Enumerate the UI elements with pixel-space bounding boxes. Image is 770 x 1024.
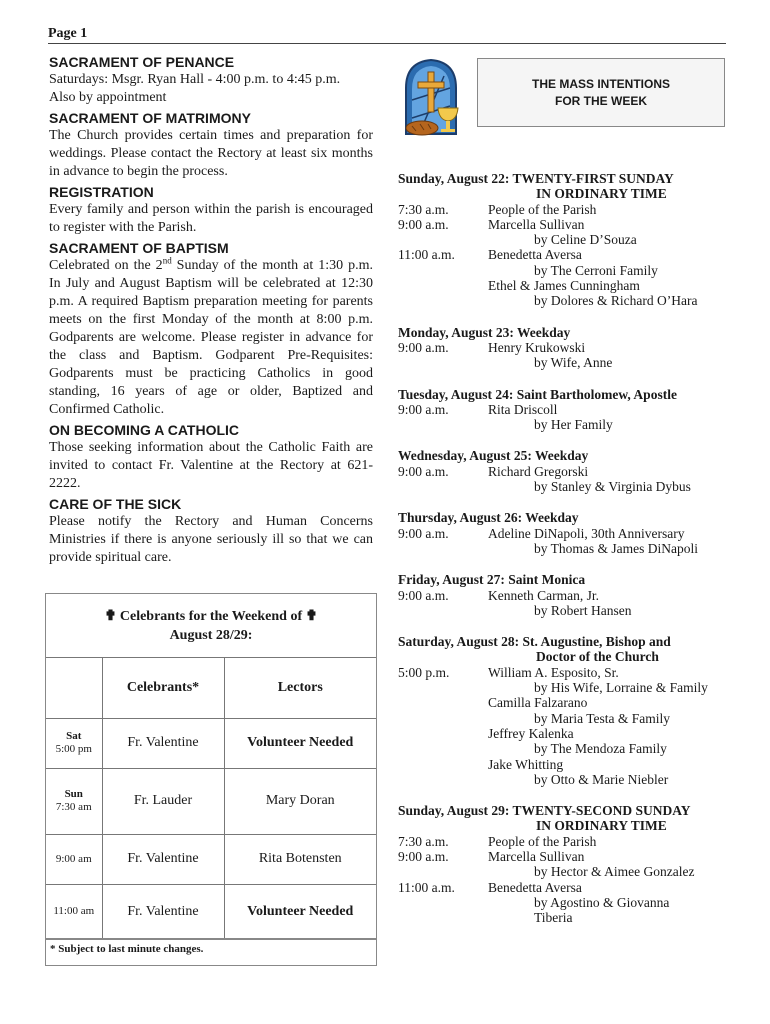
mass-time: 7:30 a.m.	[398, 201, 449, 217]
day-block	[398, 171, 728, 309]
section-matrimony	[49, 109, 373, 181]
intention-name: Richard Gregorski	[488, 463, 589, 479]
day-label: Sat	[66, 730, 82, 742]
day-title	[398, 572, 728, 587]
requested-by: by The Mendoza Family	[534, 741, 667, 757]
sacraments-column	[49, 51, 373, 567]
mass-time	[398, 757, 488, 772]
intention-name: Henry Krukowski	[488, 339, 586, 355]
intention-row	[398, 757, 728, 772]
mass-time: 9:00 a.m.	[398, 525, 449, 541]
section-care-of-sick	[49, 495, 373, 567]
changes-note: * Subject to last minute changes.	[45, 938, 377, 966]
requested-by: by Maria Testa & Family	[534, 710, 671, 726]
intention-name: Camilla Falzarano	[488, 695, 588, 711]
intention-row	[398, 402, 728, 417]
intention-name: Benedetta Aversa	[488, 247, 582, 263]
requested-by: by Her Family	[534, 417, 613, 433]
section-registration	[49, 183, 373, 237]
section-text: Every family and person within the parish is encouraged to register with the Parish.	[49, 202, 373, 235]
day-title-text: Friday, August 27: Saint Monica	[398, 572, 586, 588]
intention-name: Jake Whitting	[488, 756, 564, 772]
day-title-text: Sunday, August 22: TWENTY-FIRST SUNDAY	[398, 171, 674, 186]
intention-row	[398, 695, 728, 710]
intention-row	[398, 726, 728, 741]
time-label: 5:00 pm	[55, 743, 92, 755]
intention-row	[398, 849, 728, 864]
intention-name: Adeline DiNapoli, 30th Anniversary	[488, 525, 685, 541]
intention-row	[398, 588, 728, 603]
day-title-text: Wednesday, August 25: Weekday	[398, 448, 589, 464]
day-block	[398, 634, 728, 787]
day-block	[398, 325, 728, 371]
intention-name: Marcella Sullivan	[488, 848, 585, 864]
lector-cell: Volunteer Needed	[224, 884, 376, 939]
day-block	[398, 803, 728, 925]
section-title: SACRAMENT OF MATRIMONY	[49, 110, 251, 126]
table-cell	[46, 658, 102, 718]
requested-by: by Hector & Aimee Gonzalez	[534, 864, 695, 880]
intention-name: William A. Esposito, Sr.	[488, 664, 619, 680]
mass-time-cell	[46, 718, 102, 768]
section-title: SACRAMENT OF BAPTISM	[49, 240, 229, 256]
day-title	[398, 634, 728, 665]
baptism-text-a: Celebrated on the 2	[49, 258, 163, 273]
day-block	[398, 510, 728, 556]
page-number: Page 1	[48, 26, 88, 41]
day-title-continued: IN ORDINARY TIME	[536, 818, 667, 834]
mass-time: 9:00 a.m.	[398, 848, 449, 864]
time-label: 7:30 am	[55, 801, 92, 813]
section-baptism	[49, 239, 373, 419]
baptism-text-b: Sunday of the month at 1:30 p.m. In July and August Baptism will be celebrated at 12:30 p.m. A required Baptism preparation meeting for parents meets on the first Monday of the month at 8:00 p.m. Godparents are welcome. Please register in advance for the class and Baptism. Godparent Pre-Requisites: Godparents must be practicing Catholics in good standing, 16 years of age or older, Baptized and Confirmed Catholic.	[49, 258, 373, 417]
section-title: CARE OF THE SICK	[49, 496, 182, 512]
section-becoming-catholic	[49, 421, 373, 493]
section-title: ON BECOMING A CATHOLIC	[49, 422, 240, 438]
mass-time: 9:00 a.m.	[398, 216, 449, 232]
section-title: SACRAMENT OF PENANCE	[49, 54, 235, 70]
celebrants-heading	[46, 594, 376, 658]
time-label: 9:00 am	[55, 852, 92, 865]
table-row	[46, 834, 376, 884]
mass-time	[398, 695, 488, 710]
day-title	[398, 325, 728, 340]
mass-time: 9:00 a.m.	[398, 587, 449, 603]
day-title	[398, 803, 728, 834]
requested-by: by Otto & Marie Niebler	[534, 771, 669, 787]
requested-by: by Agostino & Giovanna	[534, 894, 670, 910]
mass-title-line: THE MASS INTENTIONS	[531, 77, 670, 91]
requested-by: by Wife, Anne	[534, 355, 613, 371]
day-title	[398, 387, 728, 402]
section-text: Those seeking information about the Catholic Faith are invited to contact Fr. Valentine at the Rectory at 621-2222.	[49, 440, 373, 491]
mass-time-cell	[46, 884, 102, 939]
day-label: Sun	[64, 788, 83, 800]
section-text	[49, 257, 373, 419]
page-header	[48, 26, 726, 44]
day-title-continued: IN ORDINARY TIME	[536, 186, 667, 202]
intention-row	[398, 247, 728, 262]
mass-time: 9:00 a.m.	[398, 463, 449, 479]
intention-name: Benedetta Aversa	[488, 879, 582, 895]
intention-name: Kenneth Carman, Jr.	[488, 587, 599, 603]
day-block	[398, 448, 728, 494]
intention-row	[398, 880, 728, 895]
celebrants-grid	[46, 658, 376, 939]
requested-by: by His Wife, Lorraine & Family	[534, 680, 708, 696]
celebrants-table	[45, 593, 377, 940]
requested-by: by Robert Hansen	[534, 602, 632, 618]
lector-cell: Mary Doran	[224, 768, 376, 834]
intention-name: Rita Driscoll	[488, 401, 558, 417]
intention-row	[398, 464, 728, 479]
section-title: REGISTRATION	[49, 184, 154, 200]
intention-row	[398, 526, 728, 541]
day-title-continued: Doctor of the Church	[536, 649, 659, 665]
intention-name: People of the Parish	[488, 201, 597, 217]
section-text: The Church provides certain times and preparation for weddings. Please contact the Rectory at least six months in advance to begin the process.	[49, 128, 373, 179]
intention-row	[398, 278, 728, 293]
day-title-text: Thursday, August 26: Weekday	[398, 510, 579, 526]
day-title-text: Sunday, August 29: TWENTY-SECOND SUNDAY	[398, 803, 691, 819]
day-block	[398, 572, 728, 618]
intention-row	[398, 665, 728, 680]
requested-by: Tiberia	[534, 910, 573, 926]
table-row	[46, 768, 376, 834]
lector-cell: Rita Botensten	[224, 834, 376, 884]
celebrant-cell: Fr. Valentine	[102, 718, 224, 768]
day-title	[398, 448, 728, 463]
day-title-text: Tuesday, August 24: Saint Bartholomew, Apostle	[398, 386, 677, 402]
mass-time: 11:00 a.m.	[398, 879, 455, 895]
stained-glass-window-icon	[400, 58, 466, 136]
table-header-row	[46, 658, 376, 718]
celebrant-cell: Fr. Lauder	[102, 768, 224, 834]
table-row	[46, 718, 376, 768]
mass-time	[398, 278, 488, 293]
mass-title-line: FOR THE WEEK	[555, 94, 647, 108]
section-line: Saturdays: Msgr. Ryan Hall - 4:00 p.m. to 4:45 p.m.	[49, 72, 341, 87]
lector-cell: Volunteer Needed	[224, 718, 376, 768]
section-line: Also by appointment	[49, 90, 167, 105]
day-title-text: Monday, August 23: Weekday	[398, 324, 571, 340]
intention-name: People of the Parish	[488, 833, 597, 849]
ordinal-suffix: nd	[162, 255, 172, 266]
mass-time	[398, 726, 488, 741]
intention-row	[398, 340, 728, 355]
intention-row	[398, 202, 728, 217]
mass-time: 7:30 a.m.	[398, 833, 449, 849]
mass-time-cell	[46, 834, 102, 884]
mass-time-cell	[46, 768, 102, 834]
mass-time: 9:00 a.m.	[398, 339, 449, 355]
time-label: 11:00 am	[53, 905, 95, 918]
mass-intentions-title	[477, 58, 725, 127]
table-row	[46, 884, 376, 939]
requested-by: by Thomas & James DiNapoli	[534, 540, 698, 556]
mass-time: 5:00 p.m.	[398, 664, 450, 680]
day-title	[398, 510, 728, 525]
column-header-lectors: Lectors	[224, 658, 376, 718]
intention-row	[398, 834, 728, 849]
requested-by: by Celine D’Souza	[534, 232, 637, 248]
day-block	[398, 387, 728, 433]
celebrants-date: August 28/29:	[169, 628, 253, 643]
section-text: Please notify the Rectory and Human Concerns Ministries if there is anyone seriously ill so that we can provide spiritual care.	[49, 514, 373, 565]
mass-intentions-list	[398, 171, 728, 941]
day-title-text: Saturday, August 28: St. Augustine, Bishop and	[398, 634, 671, 650]
requested-by: by The Cerroni Family	[534, 262, 658, 278]
mass-time: 9:00 a.m.	[398, 401, 449, 417]
requested-by: by Stanley & Virginia Dybus	[534, 479, 691, 495]
intention-row	[398, 217, 728, 232]
celebrants-title: ✟ Celebrants for the Weekend of ✟	[104, 609, 318, 624]
intention-name: Marcella Sullivan	[488, 216, 585, 232]
celebrant-cell: Fr. Valentine	[102, 884, 224, 939]
requested-by: by Dolores & Richard O’Hara	[534, 293, 698, 309]
section-penance	[49, 53, 373, 107]
day-title	[398, 171, 728, 202]
mass-time: 11:00 a.m.	[398, 247, 455, 263]
intention-name: Jeffrey Kalenka	[488, 725, 574, 741]
celebrant-cell: Fr. Valentine	[102, 834, 224, 884]
column-header-celebrants: Celebrants*	[102, 658, 224, 718]
intention-name: Ethel & James Cunningham	[488, 278, 640, 294]
